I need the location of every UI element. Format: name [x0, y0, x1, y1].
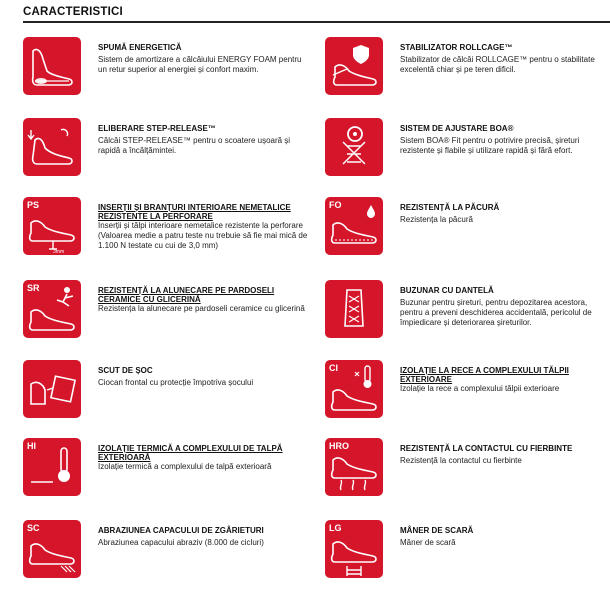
feature-badge: PS	[27, 200, 40, 210]
feature-toe-cap	[23, 360, 313, 430]
feature-description: Stabilizator de călcâi ROLLCAGE™ pentru o stabilitate excelentă chiar și pe teren dificil.	[400, 55, 595, 74]
heat-thermometer-icon	[23, 438, 81, 496]
lace-pocket-icon	[325, 280, 383, 338]
header-divider	[23, 21, 610, 23]
boa-dial-icon	[325, 118, 383, 176]
feature-title: ELIBERARE STEP-RELEASE™	[98, 124, 216, 133]
nail-plate-icon	[23, 197, 81, 255]
feature-badge: CI	[329, 363, 338, 373]
feature-description: Inserții și tălpi interioare nemetalice rezistente la perforare (Valoarea medie a patru teste nu trebuie să fie mai mică de 1.100 N testate cu cui de 3,0 mm)	[98, 221, 308, 250]
feature-ladder-grip	[325, 520, 610, 590]
feature-badge: HI	[27, 441, 36, 451]
toe-cap-icon	[23, 360, 81, 418]
step-release-icon	[23, 118, 81, 176]
feature-description: Abraziunea capacului abraziv (8.000 de cicluri)	[98, 538, 264, 547]
ladder-grip-icon	[325, 520, 383, 578]
feature-description: Rezistența la păcură	[400, 215, 473, 224]
feature-badge: LG	[329, 523, 342, 533]
feature-cold-insulation	[325, 360, 610, 430]
feature-heat-insulation	[23, 438, 313, 508]
feature-puncture-resistance	[23, 197, 313, 267]
feature-description: Mâner de scară	[400, 538, 456, 547]
section-header	[0, 0, 610, 24]
feature-title: REZISTENȚĂ LA ALUNECARE PE PARDOSELI CERAMICE CU GLICERINĂ	[98, 286, 275, 304]
feature-badge: SR	[27, 283, 40, 293]
feature-scuff-cap	[23, 520, 313, 590]
feature-title: IZOLAȚIE LA RECE A COMPLEXULUI TĂLPII EXTERIOARE	[400, 366, 569, 384]
feature-title: ABRAZIUNEA CAPACULUI DE ZGÂRIETURI	[98, 526, 264, 535]
feature-rollcage	[325, 37, 610, 107]
feature-description: Buzunar pentru șireturi, pentru depozitarea acestora, pentru a preveni deschiderea accidentală, pericolul de împiedicare și deteriorarea șireturilor.	[400, 298, 592, 327]
shield-rollcage-icon	[325, 37, 383, 95]
feature-description: Sistem de amortizare a călcâiului ENERGY FOAM pentru un retur superior al energiei și confort maxim.	[98, 55, 302, 74]
feature-title: SCUT DE ȘOC	[98, 366, 153, 375]
feature-slip-resistance	[23, 280, 313, 350]
feature-boa	[325, 118, 610, 188]
feature-description: Izolație la rece a complexului tălpii exterioare	[400, 384, 560, 393]
feature-description: Izolație termică a complexului de talpă exterioară	[98, 462, 272, 471]
feature-title: BUZUNAR CU DANTELĂ	[400, 286, 494, 295]
feature-description: Rezistența la alunecare pe pardoseli ceramice cu glicerină	[98, 304, 305, 313]
feature-badge: SC	[27, 523, 40, 533]
scuff-cap-icon	[23, 520, 81, 578]
feature-title: STABILIZATOR ROLLCAGE™	[400, 43, 513, 52]
feature-step-release	[23, 118, 313, 188]
cold-thermometer-icon	[325, 360, 383, 418]
feature-energy-foam	[23, 37, 313, 107]
feature-description: Sistem BOA® Fit pentru o potrivire precisă, șireturi rezistente și flabile și utilizare rapidă și fără efort.	[400, 136, 580, 155]
feature-title: MÂNER DE SCARĂ	[400, 526, 474, 535]
feature-title: INSERȚII ȘI BRANȚURI INTERIOARE NEMETALICE REZISTENTE LA PERFORARE	[98, 203, 291, 221]
feature-badge: FO	[329, 200, 342, 210]
svg-text:3mm: 3mm	[53, 249, 65, 255]
feature-title: SPUMĂ ENERGETICĂ	[98, 43, 182, 52]
feature-description: Rezistență la contactul cu fierbinte	[400, 456, 522, 465]
feature-title: REZISTENȚĂ LA PĂCURĂ	[400, 203, 500, 212]
feature-fuel-oil	[325, 197, 610, 267]
feature-title: SISTEM DE AJUSTARE BOA®	[400, 124, 514, 133]
shoe-foam-icon	[23, 37, 81, 95]
feature-hot-contact	[325, 438, 610, 508]
feature-badge: HRO	[329, 441, 349, 451]
feature-lace-pocket	[325, 280, 610, 350]
feature-description: Călcâi STEP-RELEASE™ pentru o scoatere ușoară și rapidă a încălțămintei.	[98, 136, 291, 155]
slip-person-icon	[23, 280, 81, 338]
feature-title: IZOLAȚIE TERMICĂ A COMPLEXULUI DE TALPĂ EXTERIOARĂ	[98, 444, 283, 462]
section-title: CARACTERISTICI	[23, 6, 123, 18]
oil-drop-icon	[325, 197, 383, 255]
feature-title: REZISTENȚĂ LA CONTACTUL CU FIERBINTE	[400, 444, 573, 453]
feature-description: Ciocan frontal cu protecție împotriva șocului	[98, 378, 254, 387]
hot-contact-icon	[325, 438, 383, 496]
